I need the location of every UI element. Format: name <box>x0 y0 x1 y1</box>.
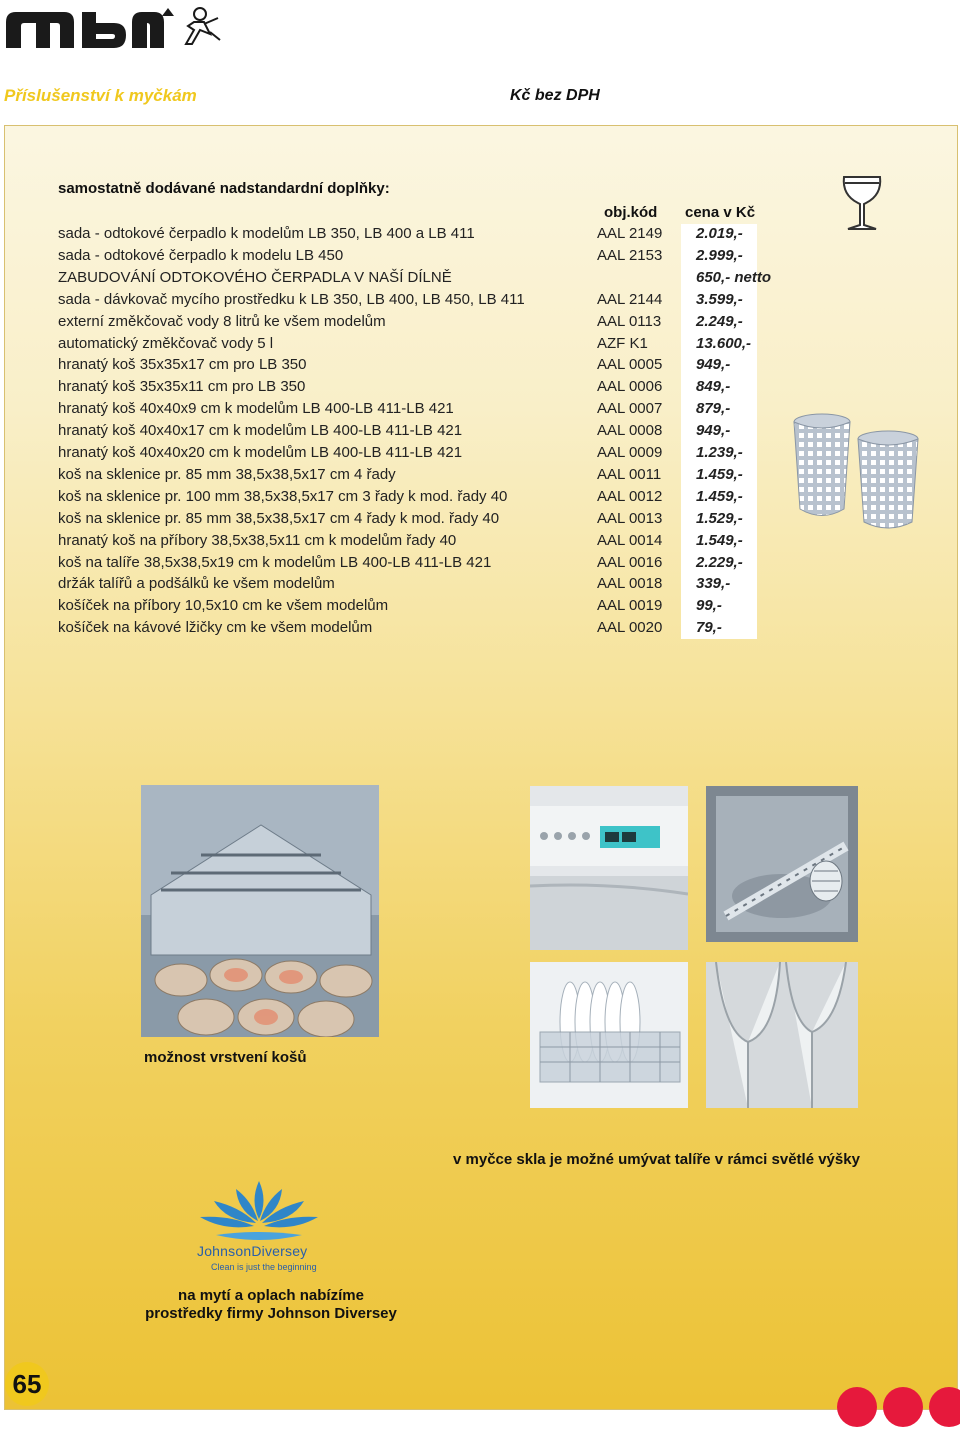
accessory-price: 2.249,- <box>696 312 743 330</box>
accessory-price: 3.599,- <box>696 290 743 308</box>
accessory-price: 1.459,- <box>696 465 743 483</box>
accessory-row <box>0 269 960 291</box>
accessory-code: AAL 0013 <box>597 509 663 527</box>
accessory-price: 99,- <box>696 597 722 615</box>
accessory-row <box>0 619 960 641</box>
accessory-row <box>0 532 960 554</box>
plate-rack-photo <box>530 962 688 1108</box>
accessory-description: ZABUDOVÁNÍ ODTOKOVÉHO ČERPADLA V NAŠÍ DÍLNĚ <box>58 268 452 286</box>
page-category-title: Příslušenství k myčkám <box>4 86 197 105</box>
accessory-description: košíček na příbory 10,5x10 cm ke všem modelům <box>58 597 389 615</box>
accessory-row <box>0 378 960 400</box>
accessory-description: sada - dávkovač mycího prostředku k LB 350, LB 400, LB 450, LB 411 <box>58 290 525 308</box>
cutlery-baskets-image <box>788 404 928 534</box>
accessory-price: 949,- <box>696 422 731 440</box>
decorative-red-dots <box>835 1385 960 1429</box>
accessory-row <box>0 313 960 335</box>
column-header-code: obj.kód <box>604 204 658 221</box>
accessory-code: AAL 0008 <box>597 422 663 440</box>
accessory-description: sada - odtokové čerpadlo k modelu LB 450 <box>58 246 344 264</box>
accessory-row <box>0 335 960 357</box>
accessory-row <box>0 575 960 597</box>
section-title: samostatně dodávané nadstandardní doplňky: <box>58 180 390 197</box>
mbm-logo <box>4 4 229 54</box>
accessory-price: 2.229,- <box>696 553 743 571</box>
accessory-code: AAL 0009 <box>597 444 663 461</box>
accessory-description: hranatý koš 40x40x9 cm k modelům LB 400-LB 411-LB 421 <box>58 400 454 418</box>
accessory-row <box>0 554 960 576</box>
accessory-description: držák talířů a podšálků ke všem modelům <box>58 575 335 593</box>
accessory-price: 2.019,- <box>696 225 743 242</box>
accessory-description: hranatý koš 35x35x17 cm pro LB 350 <box>58 356 307 374</box>
accessory-code: AAL 0007 <box>597 400 663 418</box>
control-panel-photo <box>530 786 688 950</box>
accessory-code: AAL 0005 <box>597 356 663 374</box>
accessory-code: AAL 2153 <box>597 246 663 264</box>
accessory-price: 849,- <box>696 378 731 396</box>
accessory-description: automatický změkčovač vody 5 l <box>58 334 274 352</box>
column-header-price: cena v Kč <box>685 204 756 221</box>
accessory-price: 949,- <box>696 356 731 374</box>
accessory-code: AAL 0016 <box>597 553 663 571</box>
accessory-price: 13.600,- <box>696 334 752 352</box>
accessory-description: košíček na kávové lžičky cm ke všem modelům <box>58 619 373 637</box>
accessory-description: hranatý koš 40x40x20 cm k modelům LB 400-LB 411-LB 421 <box>58 444 463 461</box>
accessory-price: 1.459,- <box>696 487 743 505</box>
plates-caption: v myčce skla je možné umývat talíře v rámci světlé výšky <box>453 1151 860 1168</box>
wine-glasses-photo <box>706 962 858 1108</box>
stacking-caption: možnost vrstvení košů <box>144 1049 307 1066</box>
accessory-description: koš na sklenice pr. 85 mm 38,5x38,5x17 cm 4 řady k mod. řady 40 <box>58 509 500 527</box>
accessory-code: AAL 0019 <box>597 597 663 615</box>
accessory-price: 1.549,- <box>696 531 743 549</box>
accessory-code: AAL 0011 <box>597 465 662 483</box>
accessory-price: 2.999,- <box>696 246 743 264</box>
accessory-code: AAL 2144 <box>597 290 663 308</box>
accessory-description: sada - odtokové čerpadlo k modelům LB 350, LB 400 a LB 411 <box>58 225 475 242</box>
accessory-price: 1.239,- <box>696 444 743 461</box>
dishwasher-interior-photo <box>706 786 858 942</box>
accessory-code: AAL 0006 <box>597 378 663 396</box>
detergent-offer-line1: na mytí a oplach nabízíme <box>178 1287 364 1304</box>
wine-glass-icon <box>838 175 886 233</box>
accessory-row <box>0 247 960 269</box>
accessory-row <box>0 597 960 619</box>
accessory-price: 339,- <box>696 575 731 593</box>
accessory-row <box>0 225 960 247</box>
brand-name: JohnsonDiversey <box>197 1243 308 1259</box>
accessory-row <box>0 291 960 313</box>
brand-tagline: Clean is just the beginning <box>211 1262 317 1272</box>
accessory-description: koš na sklenice pr. 100 mm 38,5x38,5x17 cm 3 řady k mod. řady 40 <box>58 487 508 505</box>
accessory-price: 1.529,- <box>696 509 743 527</box>
detergent-offer-line2: prostředky firmy Johnson Diversey <box>145 1305 397 1322</box>
page-number: 65 <box>5 1362 49 1406</box>
price-note: Kč bez DPH <box>510 87 600 104</box>
accessory-description: hranatý koš na příbory 38,5x38,5x11 cm k modelům řady 40 <box>58 531 457 549</box>
accessory-description: hranatý koš 35x35x11 cm pro LB 350 <box>58 378 306 396</box>
accessory-price: 79,- <box>696 619 722 637</box>
accessory-code: AAL 2149 <box>597 225 663 242</box>
detergent-offer-text <box>136 1287 406 1323</box>
accessory-price: 879,- <box>696 400 731 418</box>
accessory-description: hranatý koš 40x40x17 cm k modelům LB 400-LB 411-LB 421 <box>58 422 463 440</box>
accessory-code: AAL 0018 <box>597 575 663 593</box>
accessory-code: AAL 0012 <box>597 487 663 505</box>
accessory-code: AAL 0020 <box>597 619 663 637</box>
accessory-code: AAL 0014 <box>597 531 663 549</box>
stacked-baskets-photo <box>141 785 379 1037</box>
accessory-code: AAL 0113 <box>597 312 662 330</box>
accessory-row <box>0 356 960 378</box>
accessory-price: 650,- netto <box>696 268 772 286</box>
accessory-description: externí změkčovač vody 8 litrů ke všem modelům <box>58 312 386 330</box>
accessory-description: koš na talíře 38,5x38,5x19 cm k modelům LB 400-LB 411-LB 421 <box>58 553 492 571</box>
accessory-description: koš na sklenice pr. 85 mm 38,5x38,5x17 cm 4 řady <box>58 465 396 483</box>
accessory-code: AZF K1 <box>597 334 648 352</box>
